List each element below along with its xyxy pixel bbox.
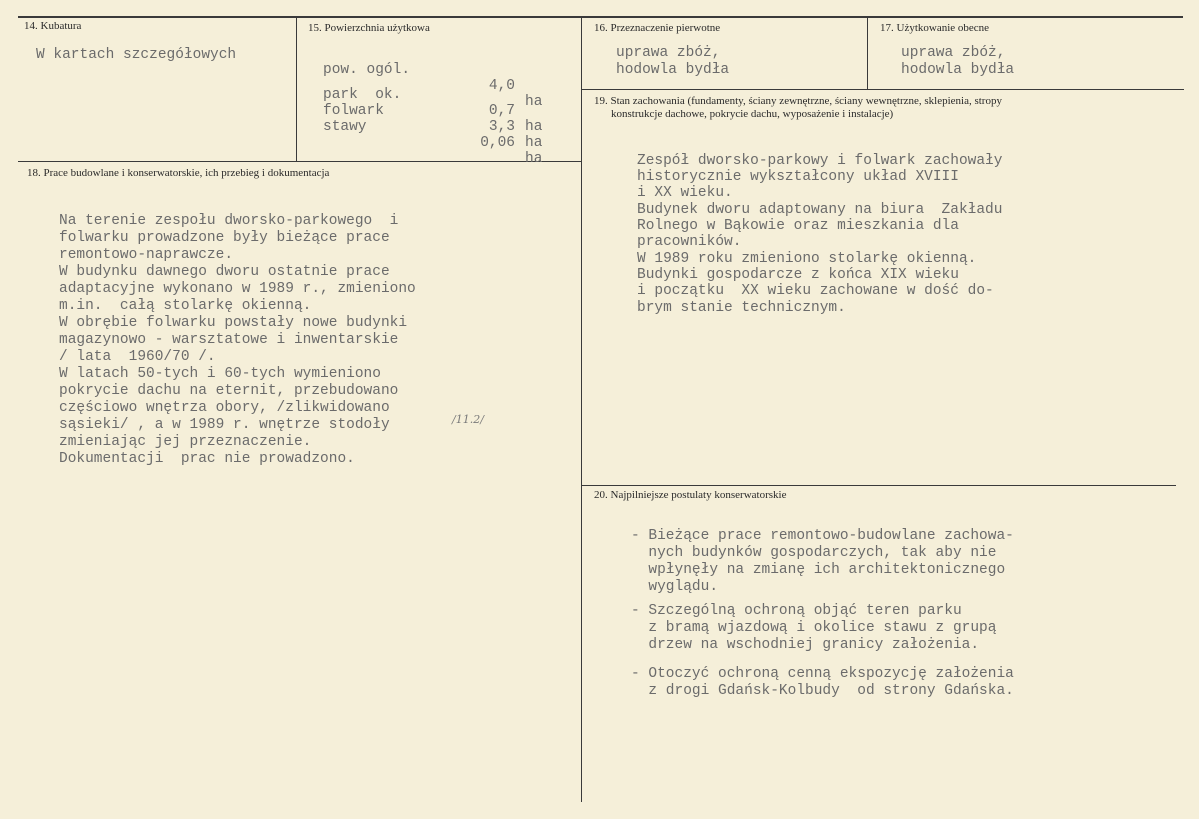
area-value: 0,06	[480, 135, 515, 151]
postulate-line: wpłynęły na zmianę ich architektonicznego	[631, 562, 1006, 578]
area-value: 0,7	[488, 103, 515, 119]
section-18-line: magazynowo - warsztatowe i inwentarskie	[59, 332, 399, 348]
postulate-line: nych budynków gospodarczych, tak aby nie	[631, 545, 997, 561]
section-18-line: Dokumentacji prac nie prowadzono.	[59, 451, 355, 467]
divider-v-16-17	[867, 17, 868, 90]
section-16-header: 16. Przeznaczenie pierwotne	[594, 22, 721, 34]
postulate-line: z drogi Gdańsk-Kolbudy od strony Gdańska.	[631, 683, 1014, 699]
section-17-line: hodowla bydła	[901, 62, 1015, 78]
handwritten-margin-note: /11.2/	[452, 413, 484, 426]
divider-h-14-18	[18, 161, 582, 162]
postulate-line: wyglądu.	[631, 579, 719, 595]
postulate-line: drzew na wschodniej granicy założenia.	[631, 637, 980, 653]
section-18-line: adaptacyjne wykonano w 1989 r., zmieniono	[59, 281, 416, 297]
postulate-line: z bramą wjazdową i okolice stawu z grupą	[631, 620, 997, 636]
section-16-line: hodowla bydła	[616, 62, 730, 78]
section-19-line: W 1989 roku zmieniono stolarkę okienną.	[637, 251, 977, 267]
section-18-line: W budynku dawnego dworu ostatnie prace	[59, 264, 390, 280]
section-18-line: W latach 50-tych i 60-tych wymieniono	[59, 366, 381, 382]
section-19-header-line1: 19. Stan zachowania (fundamenty, ściany zewnętrzne, ściany wewnętrzne, sklepienia, stropy	[594, 95, 1002, 107]
area-unit: ha	[525, 135, 543, 151]
area-value: 4,0	[488, 78, 515, 94]
section-19-line: historycznie wykształcony układ XVIII	[637, 169, 959, 185]
section-19-line: brym stanie technicznym.	[637, 300, 846, 316]
section-18-line: częściowo wnętrza obory, /zlikwidowano	[59, 400, 390, 416]
section-19-line: i początku XX wieku zachowane w dość do-	[637, 283, 994, 299]
area-label: stawy	[323, 119, 367, 135]
top-border	[18, 16, 1183, 18]
area-label: pow. ogól.	[323, 62, 411, 78]
divider-v-center	[581, 17, 582, 802]
section-18-line: / lata 1960/70 /.	[59, 349, 216, 365]
divider-v-14-15	[296, 17, 297, 162]
section-18-line: W obrębie folwarku powstały nowe budynki	[59, 315, 408, 331]
section-19-line: Budynki gospodarcze z końca XIX wieku	[637, 267, 959, 283]
area-label: folwark	[323, 103, 384, 119]
section-18-header: 18. Prace budowlane i konserwatorskie, ich przebieg i dokumentacja	[27, 167, 330, 179]
section-18-line: pokrycie dachu na eternit, przebudowano	[59, 383, 399, 399]
area-unit: ha	[525, 94, 543, 110]
area-label: park ok.	[323, 87, 402, 103]
section-15-header: 15. Powierzchnia użytkowa	[308, 22, 430, 34]
section-14-text: W kartach szczegółowych	[36, 47, 237, 63]
section-18-line: sąsieki/ , a w 1989 r. wnętrze stodoły	[59, 417, 390, 433]
divider-h-19-20	[582, 485, 1176, 486]
section-19-line: Budynek dworu adaptowany na biura Zakładu	[637, 202, 1003, 218]
divider-h-16-19	[582, 89, 1184, 90]
section-19-line: Rolnego w Bąkowie oraz mieszkania dla	[637, 218, 959, 234]
section-17-line: uprawa zbóż,	[901, 45, 1006, 61]
section-20-header: 20. Najpilniejsze postulaty konserwatorskie	[594, 489, 787, 501]
section-19-header-line2: konstrukcje dachowe, pokrycie dachu, wyposażenie i instalacje)	[611, 108, 894, 120]
section-18-line: Na terenie zespołu dworsko-parkowego i	[59, 213, 399, 229]
area-unit: ha	[525, 119, 543, 135]
section-19-line: i XX wieku.	[637, 185, 733, 201]
section-18-line: m.in. całą stolarkę okienną.	[59, 298, 312, 314]
section-19-line: Zespół dworsko-parkowy i folwark zachowały	[637, 153, 1003, 169]
section-18-line: zmieniając jej przeznaczenie.	[59, 434, 312, 450]
section-19-line: pracowników.	[637, 234, 742, 250]
section-14-header: 14. Kubatura	[24, 20, 82, 32]
postulate-line: - Bieżące prace remontowo-budowlane zachowa-	[631, 528, 1014, 544]
area-value: 3,3	[488, 119, 515, 135]
section-18-line: folwarku prowadzone były bieżące prace	[59, 230, 390, 246]
section-18-line: remontowo-naprawcze.	[59, 247, 234, 263]
section-17-header: 17. Użytkowanie obecne	[880, 22, 990, 34]
postulate-line: - Szczególną ochroną objąć teren parku	[631, 603, 962, 619]
area-unit: ha	[525, 151, 543, 167]
section-16-line: uprawa zbóż,	[616, 45, 721, 61]
postulate-line: - Otoczyć ochroną cenną ekspozycję założenia	[631, 666, 1014, 682]
